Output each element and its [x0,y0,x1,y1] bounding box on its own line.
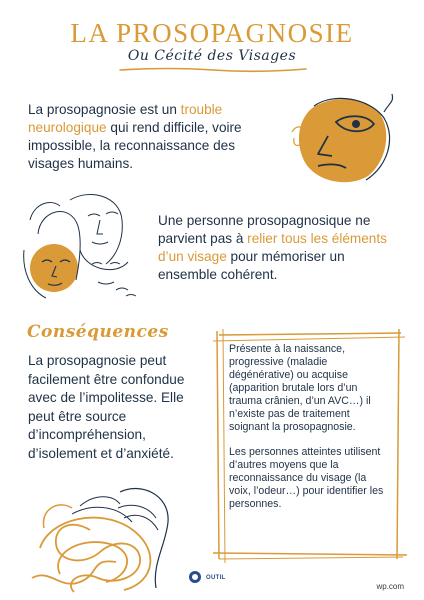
second-highlight: relier tous les éléments d’un visage [158,231,387,264]
info-box-paragraph-1: Présente à la naissance, progressive (maladie dégénérative) ou acquise (apparition brutale lors d’un trauma crânien, d’un AVC…) il n’existe pas de traitement soignant la prosopagnosie. [229,343,371,433]
face-illustration-icon [288,92,398,187]
faces-sketch-icon [20,190,145,305]
page-subtitle: Ou Cécité des Visages [127,48,297,64]
page-title: LA PROSOPAGNOSIE [70,18,354,48]
subtitle-underline [118,66,308,74]
intro-paragraph: La prosopagnosie est un trouble neurologique qui rend difficile, voire impossible, la reconnaissance des visages humains. [28,102,242,171]
consequences-heading: Conséquences [27,322,169,342]
logo-text: OUTIL [206,575,226,581]
second-paragraph: Une personne prosopagnosique ne parvient pas à relier tous les éléments d’un visage pour mémoriser un ensemble cohérent. [158,213,387,282]
intro-highlight: trouble neurologique [28,102,223,135]
tangled-head-icon [20,478,180,598]
info-box [229,343,389,511]
info-box-paragraph-2: Les personnes atteintes utilisent d’autres moyens que la reconnaissance du visage (la voix, l’odeur…) pour identifier les personnes. [229,446,384,510]
credit-text: wp.com [376,582,404,591]
consequences-paragraph: La prosopagnosie peut facilement être confondue avec de l’impolitesse. Elle peut être source d’incompréhension, d’isolement et d’anxiété. [28,353,185,461]
